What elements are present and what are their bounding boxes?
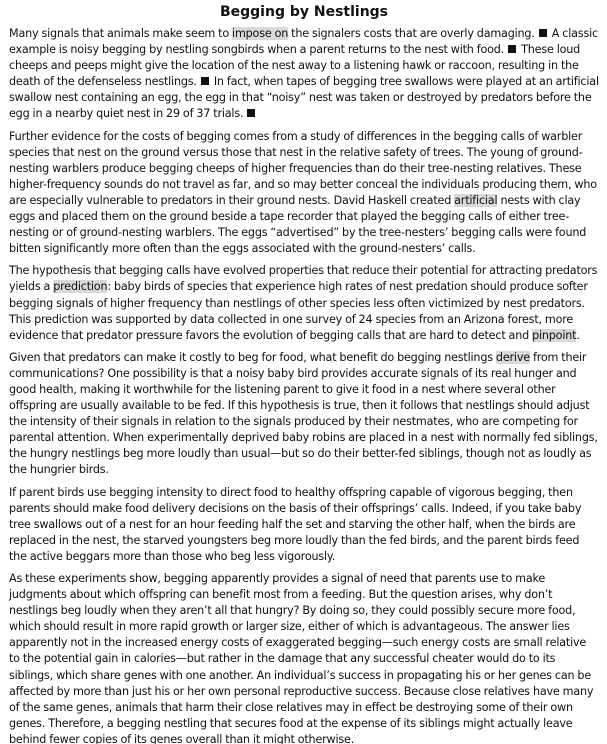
highlighted-word: impose on [232,27,289,40]
paragraph-text: In fact, when tapes of begging tree swallows were played at an artificial swallow nest containing an egg, the egg in that “noisy” nest was taken or destroyed by predators before the egg in a nearby quiet nest in 29 of 37 trials. [9,75,599,121]
paragraph-text: . [576,328,580,342]
paragraph-text: nests with clay eggs and placed them on the ground beside a tape recorder that played the begging calls of either tree-nesting or of ground-nesting warblers. The eggs “advertised” by the tree-nesters’ begging calls were found bitten significantly more often than the eggs associated with the ground-nesters’ calls. [9,193,587,256]
paragraph-text: If parent birds use begging intensity to direct food to healthy offspring capable of vigorous begging, then parents should make food delivery decisions on the basis of their offsprings’ calls. Indeed, if you take baby tree swallows out of a nest for an hour feeding half the set and starving the other half, when the birds are replaced in the nest, the starved youngsters beg more loudly than the fed birds, and the parent birds feed the active beggars more than those who beg less vigorously. [9,485,582,563]
passage-body [9,26,599,744]
paragraph-2 [9,129,599,258]
highlighted-word: artificial [454,193,498,207]
insertion-marker[interactable] [201,77,209,85]
paragraph-text: from their communications? One possibility is that a noisy baby bird provides accurate signals of its real hunger and good health, making it worthwhile for the listening parent to give it food in a nest where several other offspring are usually available to be fed. If this hypothesis is true, then it follows that nestlings should adjust the intensity of their signals in relation to the signals produced by their nestmates, who are competing for parental attention. When experimentally deprived baby robins are placed in a nest with normally fed siblings, the hungry nestlings beg more loudly than usual—but so do their better-fed siblings, though not as loudly as the hungrier birds. [9,350,598,477]
highlighted-word: derive [495,350,530,364]
paragraph-6 [9,571,599,744]
insertion-marker[interactable] [539,29,547,37]
paragraph-text: These loud cheeps and peeps might give the location of the nest away to a listening hawk or raccoon, resulting in the death of the defenseless nestlings. [9,43,581,89]
insertion-marker[interactable] [508,45,516,53]
paragraph-text: As these experiments show, begging apparently provides a signal of need that parents use to make judgments about which offspring can benefit most from a feeding. But the question arises, why don’t nestlings beg loudly when they aren’t all that hungry? By doing so, they could possibly secure more food, which should result in more rapid growth or larger size, either of which is advantageous. The answer lies apparently not in the increased energy costs of exaggerated begging—such energy costs are small relative to the potential gain in calories—but rather in the damage that any successful cheater would do to its siblings, which share genes with one another. An individual’s success in propagating his or her genes can be affected by more than just his or her own personal reproductive success. Because close relatives have many of the same genes, animals that harm their close relatives may in effect be destroying some of their own genes. Therefore, a begging nestling that secures food at the expense of its siblings might actually leave behind fewer copies of its genes overall than it might otherwise. [9,572,594,744]
paragraph-text: the signalers costs that are overly damaging. [288,27,538,40]
paragraph-text: Many signals that animals make seem to [9,27,233,40]
paragraph-4 [9,350,599,479]
paragraph-1 [9,26,599,123]
paragraph-text: The hypothesis that begging calls have evolved properties that reduce their potential for attracting predators yields a [9,264,598,294]
paragraph-3 [9,263,599,343]
passage-title: Begging by Nestlings [219,4,389,20]
paragraph-text: A classic example is noisy begging by nestling songbirds when a parent returns to the nest with food. [9,27,598,57]
highlighted-word: prediction [53,280,108,294]
paragraph-text: Given that predators can make it costly to beg for food, what benefit do begging nestlings [9,350,496,364]
highlighted-word: pinpoint [532,328,577,342]
paragraph-5 [9,485,599,565]
paragraph-text: Further evidence for the costs of begging comes from a study of differences in the begging calls of warbler species that nest on the ground versus those that nest in the relative safety of trees. The young of ground-nesting warblers produce begging cheeps of higher frequencies than do their tree-nesting relatives. These higher-frequency sounds do not travel as far, and so may better conceal the individuals producing them, who are especially vulnerable to predators in their ground nests. David Haskell created [9,129,597,207]
insertion-marker[interactable] [247,109,255,117]
paragraph-text: : baby birds of species that experience high rates of nest predation should produce softer begging signals of higher frequency than nestlings of other species less often victimized by nest predators. This prediction was supported by data collected in one survey of 24 species from an Arizona forest, more evidence that predator pressure favors the evolution of begging calls that are hard to detect and [9,280,588,342]
